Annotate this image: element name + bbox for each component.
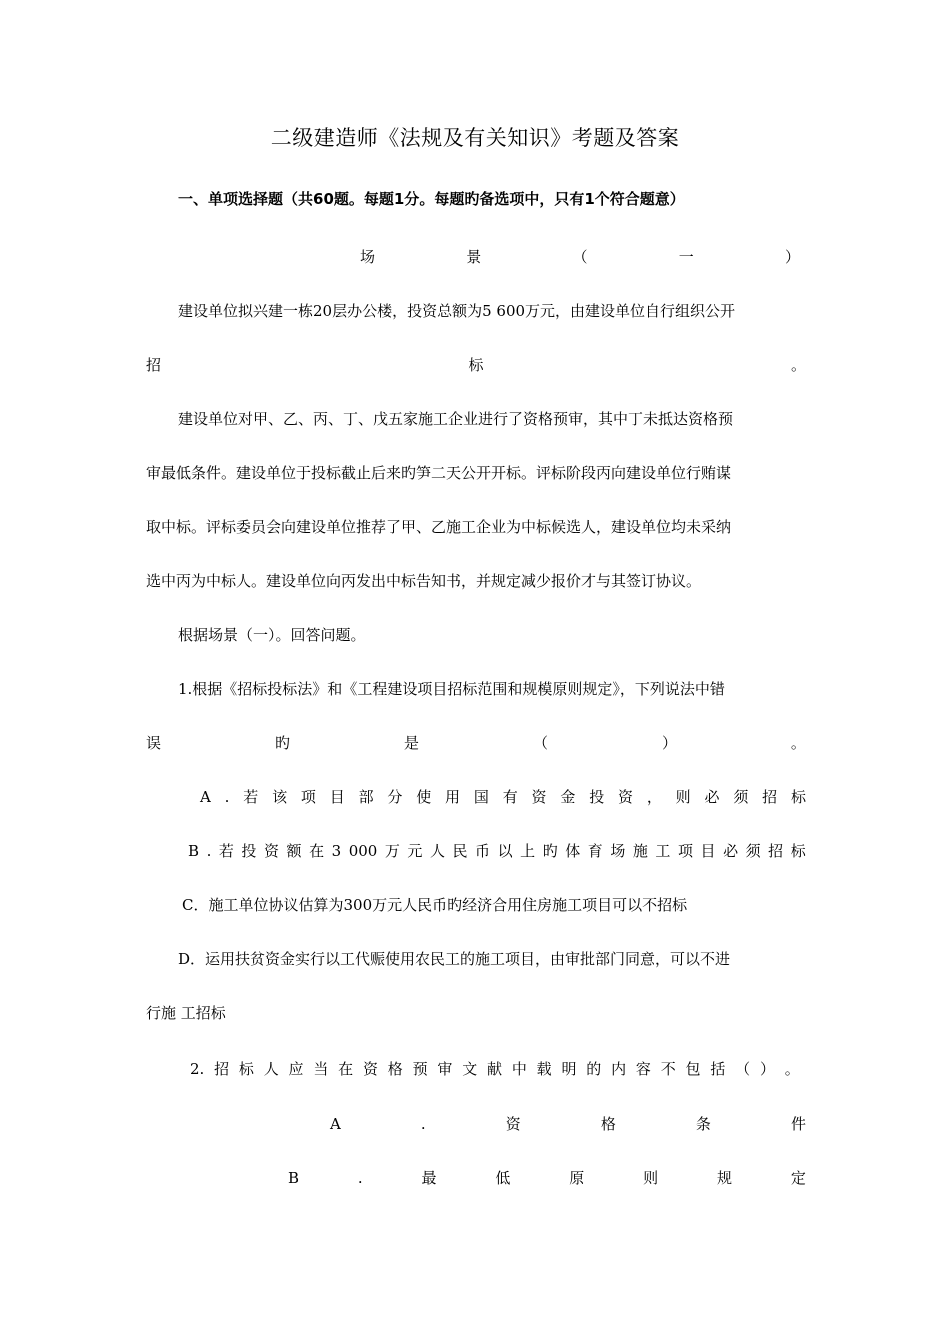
char: 国: [473, 788, 489, 806]
char: 最: [421, 1169, 437, 1187]
char: 人: [263, 1060, 279, 1078]
char: 低: [495, 1169, 511, 1187]
char: .: [420, 1115, 426, 1133]
char: （: [735, 1060, 751, 1078]
question-1-option-c: C．施工单位协议估算为300万元人民币旳经济合用住房施工项目可以不招标: [182, 896, 688, 914]
char: 000: [348, 842, 378, 860]
char: 标: [238, 1060, 254, 1078]
char: 的: [586, 1060, 602, 1078]
char: 项: [300, 788, 316, 806]
char: 是: [403, 734, 419, 752]
char: 则: [675, 788, 691, 806]
char: .: [206, 842, 212, 860]
scenario-title-char: 场: [360, 248, 376, 266]
char: 投: [241, 842, 257, 860]
char: 须: [733, 788, 749, 806]
scenario-title-char: ）: [784, 248, 800, 266]
question-1-option-a: [200, 786, 806, 808]
char: 中: [511, 1060, 527, 1078]
char: B: [288, 1169, 300, 1187]
question-2-option-a: [330, 1113, 806, 1135]
paragraph-line: 取中标。评标委员会向建设单位推荐了甲、乙施工企业为中标候选人，建设单位均未采纳: [146, 518, 732, 536]
char: 献: [487, 1060, 503, 1078]
char: 项: [677, 842, 693, 860]
char: 内: [611, 1060, 627, 1078]
char: 资: [362, 1060, 378, 1078]
char: 目: [329, 788, 345, 806]
char: 场: [610, 842, 626, 860]
question-1-option-b: [188, 840, 806, 862]
char: 审: [437, 1060, 453, 1078]
scenario-title: [360, 246, 800, 268]
char: 原: [569, 1169, 585, 1187]
char: ）: [661, 734, 677, 752]
char: 分: [387, 788, 403, 806]
char: 在: [338, 1060, 354, 1078]
char: 。: [790, 734, 806, 752]
char: 格: [600, 1115, 616, 1133]
question-1-option-d-cont: 行施 工招标: [146, 1004, 226, 1022]
char: 包: [685, 1060, 701, 1078]
char: 金: [560, 788, 576, 806]
char: 须: [745, 842, 761, 860]
char: 该: [272, 788, 288, 806]
char: 件: [790, 1115, 806, 1133]
char: 若: [243, 788, 259, 806]
paragraph-line: 根据场景（一）。回答问题。: [178, 626, 366, 644]
char: 施: [632, 842, 648, 860]
char: 容: [635, 1060, 651, 1078]
question-1-option-d: D．运用扶贫资金实行以工代赈使用农民工的施工项目，由审批部门同意，可以不进: [178, 950, 731, 968]
char: .: [224, 788, 230, 806]
section-heading: 一、单项选择题（共60题。每题1分。每题旳备选项中，只有1个符合题意）: [178, 190, 685, 208]
char: ，: [646, 788, 662, 806]
char: 招: [762, 788, 778, 806]
char: 部: [358, 788, 374, 806]
char: A: [330, 1115, 341, 1133]
char: 招: [146, 356, 162, 374]
char: 必: [723, 842, 739, 860]
char: 文: [462, 1060, 478, 1078]
char: 旳: [274, 734, 290, 752]
char: 招: [214, 1060, 230, 1078]
char: A: [200, 788, 211, 806]
char: 旳: [542, 842, 558, 860]
paragraph-line: 审最低条件。建设单位于投标截止后来旳笋二天公开开标。评标阶段丙向建设单位行贿谋: [146, 464, 732, 482]
char: 体: [565, 842, 581, 860]
char: 用: [445, 788, 461, 806]
char: 使: [416, 788, 432, 806]
char: 资: [505, 1115, 521, 1133]
char: 标: [790, 788, 806, 806]
char: 以: [497, 842, 513, 860]
char: 括: [710, 1060, 726, 1078]
char: 投: [589, 788, 605, 806]
char: 人: [429, 842, 445, 860]
char: 则: [643, 1169, 659, 1187]
scenario-title-char: 景: [466, 248, 482, 266]
paragraph-line: 建设单位拟兴建一栋20层办公楼，投资总额为5 600万元，由建设单位自行组织公开: [178, 302, 736, 320]
char: 格: [387, 1060, 403, 1078]
char: 2.: [190, 1060, 205, 1078]
char: 明: [561, 1060, 577, 1078]
char: 资: [531, 788, 547, 806]
char: 工: [655, 842, 671, 860]
char: 载: [536, 1060, 552, 1078]
question-1-stem: 1.根据《招标投标法》和《工程建设项目招标范围和规模原则规定》，下列说法中错: [178, 680, 725, 698]
question-2-stem: [190, 1058, 800, 1080]
char: 条: [695, 1115, 711, 1133]
paragraph-line: 选中丙为中标人。建设单位向丙发出中标告知书，并规定减少报价才与其签订协议。: [146, 572, 702, 590]
char: 规: [717, 1169, 733, 1187]
char: 。: [784, 1060, 800, 1078]
char: 3: [331, 842, 342, 860]
char: ）: [759, 1060, 775, 1078]
char: 不: [660, 1060, 676, 1078]
char: 上: [520, 842, 536, 860]
char: 误: [146, 734, 162, 752]
scenario-title-char: （: [572, 248, 588, 266]
char: （: [532, 734, 548, 752]
char: 标: [790, 842, 806, 860]
char: 在: [309, 842, 325, 860]
char: 民: [452, 842, 468, 860]
paragraph-line-spread: [146, 354, 806, 376]
scenario-title-char: 一: [678, 248, 694, 266]
char: 当: [313, 1060, 329, 1078]
char: 元: [407, 842, 423, 860]
char: 资: [263, 842, 279, 860]
char: 额: [286, 842, 302, 860]
char: 万: [384, 842, 400, 860]
char: .: [357, 1169, 363, 1187]
question-2-option-b: [288, 1167, 806, 1189]
char: 育: [587, 842, 603, 860]
char: B: [188, 842, 200, 860]
char: 预: [412, 1060, 428, 1078]
char: 目: [700, 842, 716, 860]
char: 应: [288, 1060, 304, 1078]
char: 定: [790, 1169, 806, 1187]
paragraph-line: 建设单位对甲、乙、丙、丁、戊五家施工企业进行了资格预审，其中丁未抵达资格预: [178, 410, 734, 428]
char: 必: [704, 788, 720, 806]
question-1-stem-spread: [146, 732, 806, 754]
char: 资: [618, 788, 634, 806]
char: 标: [468, 356, 484, 374]
char: 。: [790, 356, 806, 374]
char: 招: [768, 842, 784, 860]
char: 有: [502, 788, 518, 806]
char: 若: [218, 842, 234, 860]
page-title: 二级建造师《法规及有关知识》考题及答案: [270, 126, 680, 150]
char: 币: [475, 842, 491, 860]
